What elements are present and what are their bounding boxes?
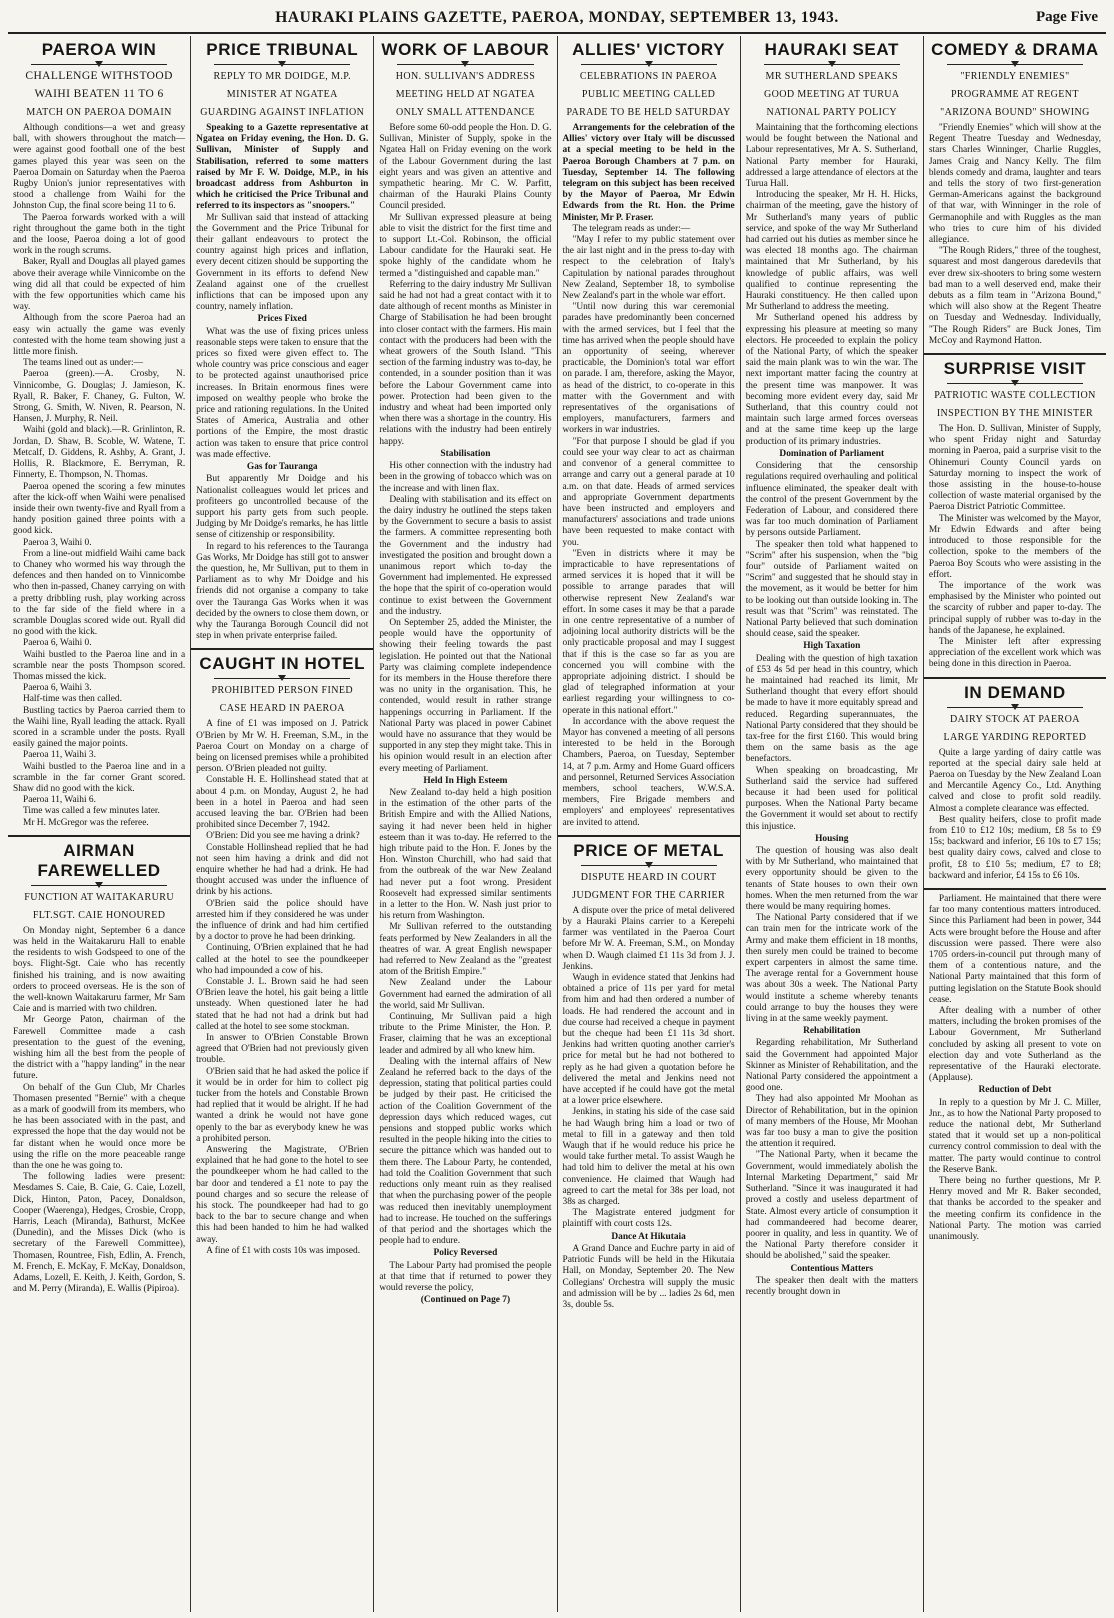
column-1 xyxy=(8,36,191,1612)
paragraph: A Grand Dance and Euchre party in aid of Patriotic Funds will be held in the Hikutaia Hall, on Monday, September 20. The New Collegians' Orchestra will supply the music and admission will be by ... ladies 2s 6d, men 3s, double 5s. xyxy=(562,1243,735,1310)
paragraph: After dealing with a number of other matters, including the broken promises of the Labour Government, Mr Sutherland concluded by asking all present to vote on election day and vote Sutherland as the representative of the Hauraki electorate. (Applause). xyxy=(928,1006,1102,1084)
story-price-of-metal xyxy=(563,841,735,1311)
headline: ALLIES' VICTORY xyxy=(572,40,726,59)
story-surprise-visit xyxy=(929,359,1101,670)
headline-rule xyxy=(397,64,533,65)
paragraph: "The Rough Riders," three of the toughest, squarest and most dangerous daredevils that ever drew six-shooters to bring some western bad man to a well deserved end, make their debuts as a film team in "Arizona Bound," which will also show at the Regent Theatre on Tuesday and Wednesday. Individually, "The Rough Riders" are Buck Jones, Tim McCoy and Raymond Hatton. xyxy=(928,246,1102,346)
paragraph: Introducing the speaker, Mr H. H. Hicks, chairman of the meeting, gave the history of Mr Sutherland's many years of public service, and spoke of the way Mr Sutherland had carried out his duties as member since he was elected 18 months ago. The chairman maintained that Mr Sutherland, by his knowledge of public affairs, was well qualified to continue representing the Hauraki constituency. He then called upon Mr Sutherland to address the meeting. xyxy=(745,190,918,313)
deck: JUDGMENT FOR THE CARRIER xyxy=(572,889,726,901)
column-4 xyxy=(558,36,741,1612)
headline-rule xyxy=(214,678,350,679)
paragraph: Quite a large yarding of dairy cattle was reported at the special dairy sale held at Paeroa on Tuesday by the New Zealand Loan and Mercantile Agency Co., Ltd. Anything calved and close to profit sold readily. Almost a complete clearance was effected. xyxy=(928,747,1102,814)
story-airman-farewelled xyxy=(13,841,185,1296)
paragraph: Dealing with the internal affairs of New Zealand he referred back to the days of the depression, stating that political parties could be judged by their past. He criticised the action of the Coalition Government of the depression days which reduced wages, cut pensions and stopped public works which resulted in the people hiking into the cities to secure the pittance which was handed out to them there. The Labour Party, he contended, had told the Coalition Government that such reductions only meant ruin as they realised that when the purchasing power of the people was reduced then inevitably unemployment had to increase. He touched on the sufferings of that period and the shortages which the people had to endure. xyxy=(379,1056,552,1247)
story-price-tribunal xyxy=(196,40,368,642)
story-body xyxy=(13,123,185,829)
paragraph: "Even in districts where it may be impracticable to have representations of armed services it is hoped that it will be possible to arrange parades that will otherwise represent New Zealand's war effort. In some cases it may be that a parade in one centre representative of a number of adjoining local authority districts will be the only practicable proposal and may I suggest that if this is the case so far as you are concerned you will combine with the appropriate adjoining district. I should be glad of telegraphed information at your earliest regarding your willingness to co-operate in this national effort." xyxy=(562,548,735,716)
headline: HAURAKI SEAT xyxy=(764,40,899,59)
columns xyxy=(8,36,1106,1612)
deck: MATCH ON PAEROA DOMAIN xyxy=(26,107,172,118)
subhead: Policy Reversed xyxy=(433,1248,498,1259)
page-number: Page Five xyxy=(1035,9,1098,25)
column-6 xyxy=(924,36,1106,1612)
paragraph: The teams lined out as under:— xyxy=(23,358,144,369)
paragraph: From a line-out midfield Waihi came back to Chaney who wormed his way through the defences and then handed on to Vinnicombe who then in-passed, Chaney carrying on with a pretty dribbling rush, play working across to the far side of the field where in a scramble Douglas scored wide out. Ryall did no good with the kick. xyxy=(13,548,186,638)
paragraph: Mr Sullivan said that instead of attacking the Government and the Price Tribunal for their gallant endeavours to protect the country against high prices and inflation, every decent citizen should be supporting the Government in its efforts to defend New Zealand against one of the cruellest inflictions that can be imposed upon any country, namely inflation. xyxy=(196,212,369,313)
paragraph: The Minister was welcomed by the Mayor, Mr Edwin Edwards and after being introduced to those responsible for the collection, spoke to the members of the Paeroa Boy Scouts who were assisting in the effort. xyxy=(928,513,1102,580)
story-in-demand xyxy=(929,683,1101,882)
subhead: Domination of Parliament xyxy=(779,448,885,459)
subhead: Rehabilitation xyxy=(803,1026,861,1037)
headline-rule xyxy=(581,64,717,65)
paragraph: Time was called a few minutes later. xyxy=(23,806,160,817)
story-body xyxy=(563,906,735,1311)
subhead: Stabilisation xyxy=(440,448,491,459)
story-caught-in-hotel xyxy=(196,654,368,1257)
paragraph: What was the use of fixing prices unless reasonable steps were taken to ensure that the prices so fixed were given effect to. The whole country was price conscious and eager to be protected against unauthorised price increases. In Britain enormous fines were imposed on wealthy people who broke the price and rationing regulations. In the United States of America, Australia and other portions of the Empire, the most drastic action was taken to ensure that price control was made effective. xyxy=(196,326,369,460)
subhead: Gas for Tauranga xyxy=(246,462,318,473)
paragraph: Constable H. E. Hollinshead stated that at about 4 p.m. on Monday, August 2, he had been in a hotel in Paeroa and had seen accused leaving the bar. O'Brien had been prohibited since December 7, 1942. xyxy=(196,775,369,831)
paragraph: Paeroa 6, Waihi 3. xyxy=(23,683,92,694)
paragraph: The Labour Party had promised the people at that time that if returned to power they would reverse the policy, xyxy=(379,1260,552,1293)
column-separator xyxy=(924,888,1106,890)
paragraph: Paeroa opened the scoring a few minutes after the kick-off when Waihi were penalised inside their own twenty-five and Ryall from a handy position gained three points with a good kick. xyxy=(13,481,186,537)
deck: PATRIOTIC WASTE COLLECTION xyxy=(934,390,1096,402)
paragraph: In accordance with the above request the Mayor has convened a meeting of all persons interested to be held in the Borough Chambers, Paeroa, on Tuesday, September 14, at 7 p.m. Army and Home Guard officers and personnel, Returned Services Association members, school teachers, W.W.S.A. members, Fire Brigade members and employers' and employees' representatives are invited to attend. xyxy=(562,716,735,828)
deck: MR SUTHERLAND SPEAKS xyxy=(765,71,898,82)
paragraph: Baker, Ryall and Douglas all played games above their average while Vinnicombe on the wing did all that could be expected of him with the few opportunities which came his way. xyxy=(13,257,186,313)
subhead: Prices Fixed xyxy=(257,314,307,325)
paragraph: The Minister left after expressing appreciation of the excellent work which was being done in this direction in Paeroa. xyxy=(928,636,1102,670)
paragraph: Waihi bustled to the Paeroa line and in a scramble near the posts Thompson scored. Thomas missed the kick. xyxy=(13,649,186,682)
story-work-of-labour xyxy=(379,40,551,1306)
paragraph: Waihi (gold and black).—R. Grinlinton, R. Jordan, D. Shaw, B. Scoble, W. Watene, T. Metcalf, D. Giddens, R. Ashby, A. Grant, J. Hollis, R. Blackmore, E. Berryman, R. Finnerty, E. Thompson, N. Thomas. xyxy=(13,425,186,481)
paragraph: Although from the score Paeroa had an easy win actually the game was evenly contested with the home team showing just a little more finish. xyxy=(13,313,186,358)
subhead: High Taxation xyxy=(803,641,861,652)
paragraph: The National Party considered that if we can train men for the intricate work of the Army and make them efficient in 18 months, then surely men could be trained to become expert carpenters in almost the same time. The average rental for a Government house was about 30s a week. The National Party would institute a scheme whereby tenants could arrange to buy the houses they were living in at the same weekly payment. xyxy=(745,913,918,1025)
headline: COMEDY & DRAMA xyxy=(931,40,1099,59)
deck: PROHIBITED PERSON FINED xyxy=(211,685,353,697)
paragraph: His other connection with the industry had been in the growing of tobacco which was on the increase and with linen flax. xyxy=(379,461,552,494)
paragraph: The Paeroa forwards worked with a will right throughout the game both in the tight and the loose, Paeroa doing a lot of good work in the rough scrums. xyxy=(13,212,186,257)
paragraph: The importance of the work was emphasised by the Minister who pointed out the scarcity of rubber and paper to-day. The principal supply of rubber was to-day in the hands of the Japanese, he explained. xyxy=(928,580,1102,636)
subhead: Contentious Matters xyxy=(790,1263,874,1274)
paragraph: The question of housing was also dealt with by Mr Sutherland, who maintained that every opportunity should be given to the tenants of State houses to own their own homes. When the men returned from the war there would be many requiring homes. xyxy=(745,846,918,913)
paragraph: Bustling tactics by Paeroa carried them to the Waihi line, Ryall leading the attack. Ryall scored in a scramble under the posts. Ryall easily gained the major points. xyxy=(13,705,186,750)
column-separator xyxy=(924,353,1106,355)
paragraph: The speaker then dealt with the matters recently brought down in xyxy=(745,1275,918,1297)
paragraph: But apparently Mr Doidge and his Nationalist colleagues would let prices and profiteers go uncontrolled because of the support his party gets from such people. Judging by Mr Doidge's remarks, he has little sense of citizenship or responsibility. xyxy=(196,474,369,541)
paragraph: Paeroa 3, Waihi 0. xyxy=(23,537,92,548)
story-allies-victory xyxy=(563,40,735,829)
column-2 xyxy=(191,36,374,1612)
deck: FLT.SGT. CAIE HONOURED xyxy=(32,909,166,921)
deck: PUBLIC MEETING CALLED xyxy=(581,89,716,100)
headline-rule xyxy=(947,383,1083,384)
deck: CELEBRATIONS IN PAEROA xyxy=(579,71,718,82)
paragraph: On September 25, added the Minister, the people would have the opportunity of showing their feeling towards the past legislation. He pointed out that the National Party was claiming complete independence for its members in the House therefore there was no unity in the organisation. This, he contended, would result in rather strange happenings occurring in Parliament. If the National Party was placed in power Cabinet would have no assurance that they would be supported in any step they might take. This in his opinion would result in an election after every meeting of Parliament. xyxy=(379,617,552,774)
subhead: (Continued on Page 7) xyxy=(420,1295,511,1306)
deck: LARGE YARDING REPORTED xyxy=(943,731,1087,743)
paragraph: Mr Sullivan expressed pleasure at being able to visit the district for the first time and to support Lt.-Col. Robinson, the official Labour candidate for the Hauraki seat. He spoke highly of the candidate whom he termed a "distinguished and capable man." xyxy=(379,212,552,279)
paragraph: Parliament. He maintained that there were far too many contentious matters introduced. Since this Parliament had been in power, 344 Acts were brought before the House and after discussion were passed. There were also 1705 orders-in-council put through many of them of a contentious nature, and the National Party maintained that this form of putting legislation on the Statute Book should cease. xyxy=(928,893,1102,1005)
story-comedy-drama xyxy=(929,40,1101,347)
paragraph: Regarding rehabilitation, Mr Sutherland said the Government had appointed Major Skinner as Minister of Rehabilitation, and the National Party considered the appointment a good one. xyxy=(745,1038,918,1094)
subhead: Held In High Esteem xyxy=(423,775,508,786)
story-lead: Speaking to a Gazette representative at Ngatea on Friday evening, the Hon. D. G. Sullivan, Minister of Supply and Stabilisation, referred to some matters raised by Mr F. W. Doidge, M.P., in his broadcast address from Ashburton in which he criticised the Price Tribunal and referred to its inspectors as "snoopers." xyxy=(196,123,369,212)
paragraph: "May I refer to my public statement over the air last night and in the press to-day with respect to the celebration of Italy's Capitulation by national parades throughout New Zealand, September 18, to symbolise New Zealand's part in the whole war effort. xyxy=(562,235,735,302)
subhead: Housing xyxy=(815,833,849,844)
paragraph: New Zealand under the Labour Government had earned the admiration of all the world, said Mr Sullivan. xyxy=(379,978,552,1011)
paragraph: Mr Sutherland opened his address by expressing his pleasure at meeting so many electors. He proceeded to explain the policy of the National Party, of which the speaker said the main plank was to win the war. The next important matter facing the country at the present time was manpower. It was becoming more evident every day, said Mr Sutherland, that this country could not maintain such large armed forces overseas and at the same time keep up the large production of its primary industries. xyxy=(745,313,918,447)
story-paragraphs xyxy=(563,224,735,829)
deck: FUNCTION AT WAITAKARURU xyxy=(24,891,174,903)
deck: ONLY SMALL ATTENDANCE xyxy=(395,107,535,118)
story-hauraki-seat-continued xyxy=(929,894,1101,1243)
paragraph: Paeroa 6, Waihi 0. xyxy=(23,638,92,649)
deck: GUARDING AGAINST INFLATION xyxy=(200,107,365,118)
paragraph: Before some 60-odd people the Hon. D. G. Sullivan, Minister of Supply, spoke in the Ngatea Hall on Friday evening on the work of the Labour Government during the last eight years and was given an attentive and sympathetic hearing. Mr C. W. Parfitt, chairman of the Hauraki Plains County Council presided. xyxy=(379,123,552,212)
headline-rule xyxy=(31,885,167,886)
deck: DAIRY STOCK AT PAEROA xyxy=(950,713,1080,725)
story-lead: Arrangements for the celebration of the Allies' victory over Italy will be discussed at a special meeting to be held in the Paeroa Borough Chambers at 7 p.m. on Tuesday, September 14. The following telegram on this subject has been received by the Mayor of Paeroa, Mr Edwin Edwards from the Rt. Hon. the Prime Minister, Mr P. Fraser. xyxy=(562,123,735,223)
paragraph: "Until now during this war ceremonial parades have predominantly been concerned with the armed services, but I feel that the time has arrived when the people should have an opportunity of seeing, wherever practicable, the Dominion's total war effort on parade. I am, therefore, asking the Mayor, as head of the district, to co-operate in this matter with the Government and with representatives of the organisations of employers, manufacturers, farmers and workers in war industries. xyxy=(562,302,735,436)
deck: WAIHI BEATEN 11 TO 6 xyxy=(34,88,164,100)
deck: NATIONAL PARTY POLICY xyxy=(766,107,898,118)
paragraph: A fine of £1 with costs 10s was imposed. xyxy=(206,1245,361,1256)
paragraph: Waihi bustled to the Paeroa line and in a scramble in the far corner Grant scored. Shaw did no good with the kick. xyxy=(13,761,186,794)
column-separator xyxy=(191,648,373,650)
paragraph: O'Brien said that he had asked the police if it would be in order for him to collect pig tucker from the hotels and Constable Brown had replied that it would be alright. If he had wanted a drink he would not have gone openly to the bar as everybody knew he was a prohibited person. xyxy=(196,1066,369,1144)
story-body xyxy=(929,894,1101,1243)
paragraph: Mr H. McGregor was the referee. xyxy=(23,817,149,828)
paragraph: Paeroa 11, Waihi 3. xyxy=(23,750,96,761)
deck: PARADE TO BE HELD SATURDAY xyxy=(566,107,731,118)
story-body xyxy=(196,123,368,642)
deck: DISPUTE HEARD IN COURT xyxy=(580,871,717,883)
story-body xyxy=(196,719,368,1257)
story-body xyxy=(929,748,1101,882)
paragraph: O'Brien: Did you see me having a drink? xyxy=(206,831,360,842)
paragraph: In answer to O'Brien Constable Brown agreed that O'Brien had not previously given trouble. xyxy=(196,1033,369,1066)
deck: MEETING HELD AT NGATEA xyxy=(395,89,536,100)
paragraph: Continuing, O'Brien explained that he had called at the hotel to see the poundkeeper who had impounded a cow of his. xyxy=(196,943,369,976)
paragraph: A fine of £1 was imposed on J. Patrick O'Brien by Mr W. H. Freeman, S.M., in the Paeroa Court on Monday on a charge of being on licensed premises while a prohibited person. O'Brien pleaded not guilty. xyxy=(196,719,369,775)
story-body xyxy=(13,926,185,1296)
masthead-title: HAURAKI PLAINS GAZETTE, PAEROA, MONDAY, SEPTEMBER 13, 1943. xyxy=(275,9,839,26)
paragraph: In reply to a question by Mr J. C. Miller, Jnr., as to how the National Party proposed to reduce the national debt, Mr Sutherland stated that it would set up a non-political currency control commission to deal with the matter. The party would continue to control the Reserve Bank. xyxy=(928,1097,1102,1175)
paragraph: Considering that the censorship regulations required overhauling and political influence eliminated, the speaker dealt with the control of the present Government by the Federation of Labour, and considered there was far too much domination of Parliament by persons outside Parliament. xyxy=(745,461,918,539)
paragraph: Constable J. L. Brown said he had seen O'Brien leave the hotel, his gait being a little unsteady. When questioned later he had stated that he had not had a drink but had called at the hotel to see some stockman. xyxy=(196,977,369,1032)
paragraph: Dealing with the question of high taxation of £53 4s 5d per head in this country, which he maintained had reached its limit, Mr Sutherland thought that every effort should be made to have it more equitably spread and reduced. Regarding superannuates, the National Party considered that they should be tax-free for the first £160. This would bring them on the same basis as the age benefactors. xyxy=(745,653,918,765)
paragraph: Mr George Paton, chairman of the Farewell Committee made a cash presentation to the guest of the evening, wishing him all the best from the people of the district with a "happy landing" in the near future. xyxy=(13,1015,186,1082)
deck: CASE HEARD IN PAEROA xyxy=(219,703,345,715)
story-body xyxy=(563,123,735,829)
column-separator xyxy=(924,677,1106,679)
headline-rule xyxy=(581,865,717,866)
paragraph: Continuing, Mr Sullivan paid a high tribute to the Prime Minister, the Hon. P. Fraser, claiming that he was an exceptional leader and admired by all who knew him. xyxy=(379,1012,552,1056)
deck: HON. SULLIVAN'S ADDRESS xyxy=(395,71,536,82)
paragraph: O'Brien said the police should have arrested him if they considered he was under the influence of drink and had him certified by a doctor to prove he had been drinking. xyxy=(196,898,369,943)
paragraph: The following ladies were present: Mesdames S. Caie, B. Caie, G. Caie, Lozell, Dick, Hinton, Paton, Pacey, Donaldson, Cooper (Waerenga), Hedges, Crosbie, Cropp, Harris, Leach (Miranda), Bathurst, McKee (Dunedin), and the Misses Dick (who is secretary of the Farewell Committee), Thomasen, Rountree, Fish, Edlin, A. French, M. French, E. McKay, F. McKay, Donaldson, Adams, Lozell, E. Keith, J. Keith, Gordon, S. and M. Perry (Miranda), E. Wallis (Pipiroa). xyxy=(13,1172,186,1295)
deck: "ARIZONA BOUND" SHOWING xyxy=(940,107,1090,118)
column-5 xyxy=(741,36,924,1612)
paragraph: Maintaining that the forthcoming elections would be fought between the National and Labour representatives, Mr A. S. Sutherland, National Party member for Hauraki, addressed a large attendance of electors at the Turua Hall. xyxy=(745,123,918,190)
headline: IN DEMAND xyxy=(964,682,1066,702)
paragraph: In regard to his references to the Tauranga Gas Works, Mr Doidge has still got to answer the question, he, Mr Sullivan, put to them in Parliament as to why Mr Doidge and his friends did not organise a company to take over the Tauranga Gas Works when it was decided by the owners to close them down, or why the Tauranga Borough Council did not step in when private enterprise failed. xyxy=(196,541,369,642)
paragraph: Paeroa (green).—A. Crosby, N. Vinnicombe, G. Douglas; J. Jamieson, K. Ryall, R. Baker, F. Chaney, G. Fulton, W. Strong, G. Smith, W. Niven, R. Pearson, N. Hansen, J. Murphy, R. Neil. xyxy=(13,369,186,425)
story-body xyxy=(379,123,551,1306)
paragraph: Half-time was then called. xyxy=(23,694,122,705)
headline-rule xyxy=(31,64,167,65)
paragraph: Paeroa 11, Waihi 6. xyxy=(23,795,96,806)
deck: CHALLENGE WITHSTOOD xyxy=(25,70,173,82)
deck: GOOD MEETING AT TURUA xyxy=(764,89,900,100)
deck: REPLY TO MR DOIDGE, M.P. xyxy=(213,71,352,82)
headline: PAEROA WIN xyxy=(41,40,157,59)
deck: MINISTER AT NGATEA xyxy=(226,89,338,100)
paragraph: Although conditions—a wet and greasy ball, with showers throughout the match—were against good football one of the best games played this year was seen on the Paeroa Domain on Saturday when the Paeroa Rugby Union's junior representatives with stood a challenge from Waihi for the Johnston Cup, the final score being 11 to 6. xyxy=(13,123,186,212)
column-separator xyxy=(8,835,190,837)
headline: SURPRISE VISIT xyxy=(943,359,1087,379)
headline: PRICE OF METAL xyxy=(573,840,724,860)
story-paeroa-win xyxy=(13,40,185,829)
story-hauraki-seat xyxy=(746,40,918,1298)
deck: "FRIENDLY ENEMIES" xyxy=(960,71,1070,82)
paragraph: When speaking on broadcasting, Mr Sutherland said the service had suffered because it had been used for political purposes. When the National Party became the Government it would set about to rectify this injustice. xyxy=(745,765,918,832)
paragraph: There being no further questions, Mr P. Henry moved and Mr R. Baker seconded, that thanks be accorded to the speaker and the meeting confirm its confidence in the National Party. The motion was carried unanimously. xyxy=(928,1176,1102,1243)
headline: WORK OF LABOUR xyxy=(381,40,550,59)
paragraph: Constable Hollinshead replied that he had not seen him having a drink and did not enquire whether he had had a drink. He had thought accused was under the influence of drink by his actions. xyxy=(196,842,369,898)
column-separator xyxy=(558,835,740,837)
paragraph: "For that purpose I should be glad if you could see your way clear to act as chairman and convenor of a general committee to arrange and carry out a general parade at 10 a.m. on that date. Heads of armed services and appropriate Government departments have been instructed and employers and manufacturers' associations and trade unions have been requested to make contact with you. xyxy=(562,436,735,548)
column-3 xyxy=(374,36,557,1612)
paragraph: "The National Party, when it became the Government, would immediately abolish the Internal Marketing Department," said Mr Sutherland. "Since it was inaugurated it had proved a costly and useless department of State. Almost every article of consumption it had commandeered had become dearer, poorer in quality, and less in quantity. We of the National Party therefore consider it should be abolished," said the speaker. xyxy=(745,1150,918,1262)
paragraph: Dealing with stabilisation and its effect on the dairy industry he outlined the steps taken by the Government to secure a basis to assist the farmers. A committee representing both the Government and the industry had investigated the position and brought down a unanimous report which to-day the Government had implemented. He expressed the hope that the spirit of co-operation would continue to exist between the Government and the industry. xyxy=(379,494,552,617)
headline: PRICE TRIBUNAL xyxy=(206,40,359,59)
story-body xyxy=(929,424,1101,670)
headline-rule xyxy=(947,707,1083,708)
paragraph: New Zealand to-day held a high position in the estimation of the other parts of the British Empire and with the Allied Nations, saying it had never been held in higher esteem than it was to-day. He referred to the high tribute paid to the Hon. F. Jones by the Hon. Winston Churchill, who had said that from the outbreak of the war New Zealand had never put a foot wrong. President Roosevelt had expressed similar sentiments in a letter to the Hon. W. Nash just prior to his return from Washington. xyxy=(379,787,552,922)
paragraph: Referring to the dairy industry Mr Sullivan said he had not had a great contact with it to date although of recent months as Minister in Charge of Stabilisation he had been brought into closer contact with the farmers. His main contact with the producers had been with the wheat growers of the South Island. "This section of the farming industry was to-day, he contended, in a sounder position than it was before the Labour Government came into power. Protection had been given to the industry and wheat had been imported only when there was a shortage in the country. His relations with the industry had been entirely happy. xyxy=(379,279,552,447)
paragraph: Jenkins, in stating his side of the case said he had Waugh bring him a load or two of metal to fill in a gateway and then told Waugh that if he would reduce his price he would take further metal. To assist Waugh he had told him to deliver the metal at his own convenience. He claimed that Waugh had agreed to cart the metal for 38s per load, not 38s as charged. xyxy=(562,1107,735,1208)
paragraph: On behalf of the Gun Club, Mr Charles Thomasen presented "Bernie" with a cheque as a mark of goodwill from its members, who he has been associated with in the past, and expressed the hope that the day would not be far distant when he would once more be using the rifle on the more peaceable range than the one he was going to. xyxy=(13,1082,186,1172)
paragraph: Waugh in evidence stated that Jenkins had obtained a price of 11s per yard for metal from him and had then ordered a number of loads. He had rendered the account and in due course had received a cheque in payment but the cheque had been £1 11s 3d short. Jenkins had written quoting another carrier's price for metal but he had not bothered to reply as he had given a quotation before he delivered the metal and Jenkins need not have accepted if he could have got the metal at a lower price elsewhere. xyxy=(562,973,735,1107)
paragraph: "Friendly Enemies" which will show at the Regent Theatre Tuesday and Wednesday, stars Charles Winninger, Charlie Ruggles, James Craig and Nancy Kelly. The film blends comedy and drama, laughter and tears and tells the story of two first-generation German-Americans against the background of that war, with Winninger in the role of Germanophile and with Ruggles as the man who tries to cure him of his divided allegiance. xyxy=(928,123,1102,246)
headline-rule xyxy=(947,64,1083,65)
headline-rule xyxy=(764,64,900,65)
subhead: Dance At Hikutaia xyxy=(611,1231,686,1242)
subhead: Reduction of Debt xyxy=(978,1085,1052,1096)
paragraph: A dispute over the price of metal delivered by a Hauraki Plains carrier to a Kerepehi farmer was ventilated in the Paeroa Court before Mr W. A. Freeman, S.M., on Monday when D. Waugh claimed £1 11s 3d from J. J. Jenkins. xyxy=(562,905,735,972)
deck: PROGRAMME AT REGENT xyxy=(950,89,1079,100)
paragraph: On Monday night, September 6 a dance was held in the Waitakaruru Hall to enable the residents to wish Godspeed to one of the boys. Flight-Sgt. Caie who has recently finished his training, and is now awaiting orders to proceed overseas. He is the son of the well-known Waitakaruru farmer, Mr Sam Caie and is married with two children. xyxy=(13,925,186,1015)
story-paragraphs xyxy=(196,213,368,643)
story-body xyxy=(929,123,1101,347)
deck: INSPECTION BY THE MINISTER xyxy=(936,408,1094,420)
paragraph: The Magistrate entered judgment for plaintiff with court costs 12s. xyxy=(562,1208,735,1230)
masthead xyxy=(8,6,1106,34)
paragraph: Mr Sullivan referred to the outstanding feats performed by New Zealanders in all the theatres of war. A great English newspaper had referred to New Zealand as the "greatest atom of the British Empire." xyxy=(379,922,552,978)
paragraph: They had also appointed Mr Moohan as Director of Rehabilitation, but in the opinion of many members of the House, Mr Moohan was far too busy a man to give the position the attention it required. xyxy=(745,1094,918,1150)
paragraph: Best quality heifers, close to profit made from £10 to £12 10s; medium, £8 5s to £9 15s; backward and inferior, £6 10s to £7 15s; best quality dairy cows, calved and close to profit, £8 to £10 5s; medium, £7 to £8; backward and inferior, £4 15s to £6 10s. xyxy=(928,814,1102,881)
story-body xyxy=(746,123,918,1298)
paragraph: The Hon. D. Sullivan, Minister of Supply, who spent Friday night and Saturday morning in Paeroa, paid a surprise visit to the Ohinemuri County Council yards on Saturday morning to inspect the work of those assisting in the house-to-house collection of waste material organised by the Paeroa District Patriotic Committee. xyxy=(928,424,1102,513)
headline: AIRMAN FAREWELLED xyxy=(37,840,161,880)
headline: CAUGHT IN HOTEL xyxy=(199,654,366,674)
paragraph: The speaker then told what happened to "Scrim" after his suspension, when the "big four" outside of Parliament waited on "Scrim" and suggested that he should stay in the movement, as it would be better for him to be looking out than outside looking in. The result was that "Scrim" was reinstated. The National Party believed that such domination should cease, said the speaker. xyxy=(745,539,918,640)
headline-rule xyxy=(214,64,350,65)
paragraph: Answering the Magistrate, O'Brien explained that he had gone to the hotel to see the poundkeeper whom he had called to the bar door and tendered a £1 note to pay the pound charges and so secure the release of his stock. The poundkeeper had had to go back to the bar to secure change and when this had been handed to him he had walked away. xyxy=(196,1145,369,1245)
paragraph: The telegram reads as under:— xyxy=(572,223,691,234)
